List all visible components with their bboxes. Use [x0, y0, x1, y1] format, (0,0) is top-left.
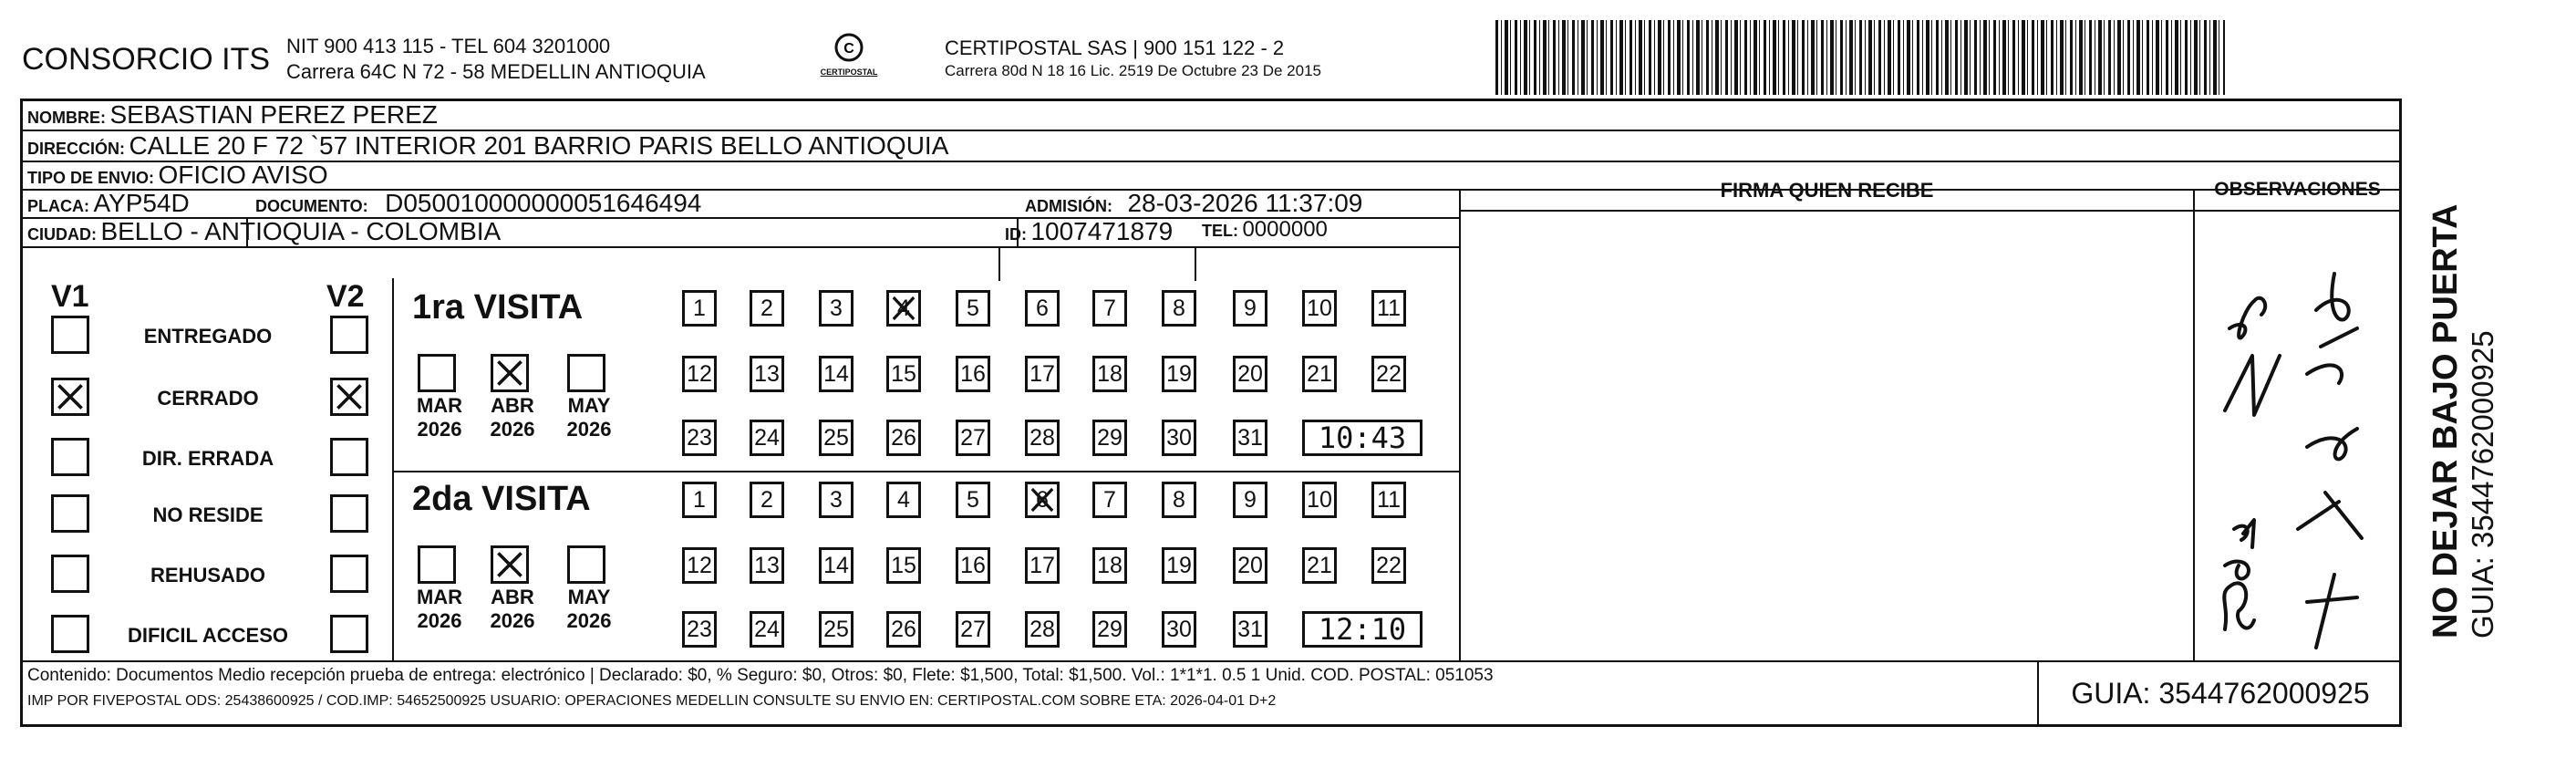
nombre-label: NOMBRE:: [27, 109, 106, 127]
direccion-label: DIRECCIÓN:: [27, 140, 125, 158]
v2-checkbox[interactable]: [330, 555, 368, 593]
v1-checkbox[interactable]: [51, 615, 89, 653]
day-box[interactable]: 5: [956, 290, 990, 327]
day-box[interactable]: 16: [956, 547, 990, 584]
id-cell: [1005, 217, 1173, 246]
day-box[interactable]: 18: [1092, 547, 1127, 584]
v2-label: V2: [326, 279, 365, 314]
day-box[interactable]: 29: [1092, 420, 1127, 456]
day-box[interactable]: 3: [819, 482, 853, 518]
placa-label: PLACA:: [27, 197, 89, 215]
tipo-row: [27, 161, 328, 190]
day-box[interactable]: 19: [1162, 547, 1196, 584]
carrier-address: Carrera 80d N 18 16 Lic. 2519 De Octubre 23 De 2015: [945, 62, 1321, 79]
side-warning: NO DEJAR BAJO PUERTA: [2426, 203, 2465, 638]
day-box[interactable]: 17: [1025, 547, 1060, 584]
month-checkbox[interactable]: [491, 354, 529, 392]
tel-label: TEL:: [1202, 222, 1238, 240]
footer-impresion: IMP POR FIVEPOSTAL ODS: 25438600925 / COD.IMP: 54652500925 USUARIO: OPERACIONES MEDELLIN CONSULTE SU ENVIO EN: CERTIPOSTAL.COM SOBRE ETA: 2026-04-01 D+2: [27, 693, 1277, 709]
svg-text:C: C: [843, 41, 854, 57]
v1-checkbox[interactable]: [51, 438, 89, 476]
direccion-row: [27, 131, 948, 161]
day-box[interactable]: 8: [1162, 290, 1196, 327]
status-option-label: ENTREGADO: [143, 325, 273, 348]
side-text: [2426, 204, 2500, 638]
footer-content: Contenido: Documentos Medio recepción prueba de entrega: electrónico | Declarado: $0, % Seguro: $0, Otros: $0, Flete: $1,500, Total: $1,500. Vol.: 1*1*1. 0.5 1 Unid. COD. POSTAL: 051053: [27, 666, 1494, 685]
status-option-label: DIFICIL ACCESO: [127, 624, 288, 647]
day-box[interactable]: 9: [1233, 482, 1267, 518]
tel-cell: [1202, 217, 1328, 243]
tipo-label: TIPO DE ENVIO:: [27, 169, 155, 187]
certipostal-logo: [808, 31, 890, 86]
month-checkbox[interactable]: [418, 354, 456, 392]
day-box[interactable]: 2: [750, 482, 784, 518]
carrier-name: CERTIPOSTAL SAS | 900 151 122 - 2: [945, 36, 1285, 59]
day-box[interactable]: 29: [1092, 611, 1127, 648]
certipostal-logo-icon: [808, 31, 890, 86]
day-box[interactable]: 1: [682, 482, 717, 518]
handwritten-observations: [2198, 219, 2398, 657]
day-box[interactable]: 30: [1162, 420, 1196, 456]
day-box[interactable]: 14: [819, 547, 853, 584]
day-box[interactable]: 6: [1025, 290, 1060, 327]
visit-title: 1ra VISITA: [412, 288, 584, 327]
v1-checkbox[interactable]: [51, 378, 89, 416]
day-box[interactable]: 9: [1233, 290, 1267, 327]
day-box[interactable]: 1: [682, 290, 717, 327]
day-box[interactable]: 4: [886, 482, 921, 518]
observaciones-header: OBSERVACIONES: [2214, 179, 2381, 200]
day-box[interactable]: 22: [1371, 547, 1406, 584]
month-name: ABR: [491, 394, 534, 417]
admision-label: ADMISIÓN:: [1025, 197, 1112, 215]
day-box[interactable]: 31: [1233, 611, 1267, 648]
month-year: 2026: [566, 418, 612, 441]
month-year: 2026: [566, 609, 612, 632]
documento-value: D050010000000051646494: [385, 189, 702, 217]
day-box[interactable]: 30: [1162, 611, 1196, 648]
month-label: [410, 586, 469, 633]
month-checkbox[interactable]: [491, 545, 529, 584]
status-option-label: DIR. ERRADA: [141, 447, 274, 470]
v2-checkbox[interactable]: [330, 494, 368, 533]
day-box[interactable]: 6: [1025, 482, 1060, 518]
day-box[interactable]: 2: [750, 290, 784, 327]
v1-checkbox[interactable]: [51, 316, 89, 354]
footer-guia: GUIA: 3544762000925: [2071, 677, 2370, 710]
direccion-value: CALLE 20 F 72 `57 INTERIOR 201 BARRIO PARIS BELLO ANTIOQUIA: [129, 131, 949, 160]
day-box[interactable]: 28: [1025, 420, 1060, 456]
side-guia: GUIA: 3544762000925: [2466, 330, 2499, 638]
v2-checkbox[interactable]: [330, 438, 368, 476]
ciudad-label: CIUDAD:: [27, 225, 97, 244]
placa-value: AYP54D: [93, 189, 190, 217]
month-label: [560, 586, 618, 633]
v1-checkbox[interactable]: [51, 555, 89, 593]
admision-value: 28-03-2026 11:37:09: [1127, 189, 1363, 217]
day-box[interactable]: 18: [1092, 356, 1127, 392]
id-label: ID:: [1005, 225, 1027, 244]
day-box[interactable]: 26: [886, 420, 921, 456]
month-label: [483, 586, 542, 633]
tipo-value: OFICIO AVISO: [158, 161, 328, 189]
month-name: ABR: [491, 586, 534, 608]
visit-time: 12:10: [1302, 611, 1422, 648]
day-box[interactable]: 14: [819, 356, 853, 392]
status-option-label: REHUSADO: [150, 564, 265, 586]
ciudad-cell: [27, 217, 501, 246]
company-name: CONSORCIO ITS: [22, 42, 271, 77]
month-year: 2026: [417, 418, 462, 441]
day-box[interactable]: 23: [682, 611, 717, 648]
v1-checkbox[interactable]: [51, 494, 89, 533]
id-value: 1007471879: [1030, 217, 1174, 245]
month-label: [560, 394, 618, 441]
nombre-row: [27, 100, 438, 130]
day-box[interactable]: 8: [1162, 482, 1196, 518]
documento-label: DOCUMENTO:: [255, 197, 368, 215]
month-checkbox[interactable]: [567, 545, 605, 584]
day-box[interactable]: 11: [1371, 290, 1406, 327]
visit-title: 2da VISITA: [412, 480, 591, 518]
day-box[interactable]: 13: [750, 547, 784, 584]
month-year: 2026: [417, 609, 462, 632]
v2-checkbox[interactable]: [330, 316, 368, 354]
month-label: [410, 394, 469, 441]
month-name: MAY: [567, 394, 611, 417]
day-box[interactable]: 26: [886, 611, 921, 648]
day-box[interactable]: 7: [1092, 290, 1127, 327]
day-box[interactable]: 15: [886, 547, 921, 584]
day-box[interactable]: 27: [956, 611, 990, 648]
month-label: [483, 394, 542, 441]
day-box[interactable]: 19: [1162, 356, 1196, 392]
day-box[interactable]: 15: [886, 356, 921, 392]
day-box[interactable]: 21: [1302, 356, 1337, 392]
month-year: 2026: [490, 418, 535, 441]
company-address: Carrera 64C N 72 - 58 MEDELLIN ANTIOQUIA: [286, 60, 706, 83]
tel-value: 0000000: [1242, 217, 1328, 242]
company-nit: NIT 900 413 115 - TEL 604 3201000: [286, 35, 611, 57]
documento-cell: [255, 189, 701, 218]
day-box[interactable]: 16: [956, 356, 990, 392]
day-box[interactable]: 10: [1302, 482, 1337, 518]
day-box[interactable]: 31: [1233, 420, 1267, 456]
day-box[interactable]: 12: [682, 356, 717, 392]
day-box[interactable]: 28: [1025, 611, 1060, 648]
month-name: MAR: [416, 394, 463, 417]
day-box[interactable]: 23: [682, 420, 717, 456]
nombre-value: SEBASTIAN PEREZ PEREZ: [109, 100, 438, 129]
day-box[interactable]: 13: [750, 356, 784, 392]
status-option-label: CERRADO: [157, 387, 259, 410]
v1-label: V1: [51, 279, 89, 314]
month-checkbox[interactable]: [567, 354, 605, 392]
day-box[interactable]: 20: [1233, 547, 1267, 584]
ciudad-value: BELLO - ANTIOQUIA - COLOMBIA: [100, 217, 502, 245]
barcode: [1495, 20, 2225, 95]
day-box[interactable]: 22: [1371, 356, 1406, 392]
day-box[interactable]: 20: [1233, 356, 1267, 392]
month-name: MAR: [416, 586, 463, 608]
month-name: MAY: [567, 586, 611, 608]
firma-header: FIRMA QUIEN RECIBE: [1720, 179, 1934, 202]
admision-cell: [1025, 189, 1362, 218]
day-box[interactable]: 12: [682, 547, 717, 584]
month-checkbox[interactable]: [418, 545, 456, 584]
v2-checkbox[interactable]: [330, 615, 368, 653]
day-box[interactable]: 11: [1371, 482, 1406, 518]
day-box[interactable]: 4: [886, 290, 921, 327]
day-box[interactable]: 10: [1302, 290, 1337, 327]
status-option-label: NO RESIDE: [152, 503, 264, 526]
day-box[interactable]: 17: [1025, 356, 1060, 392]
day-box[interactable]: 24: [750, 420, 784, 456]
day-box[interactable]: 27: [956, 420, 990, 456]
day-box[interactable]: 5: [956, 482, 990, 518]
day-box[interactable]: 3: [819, 290, 853, 327]
day-box[interactable]: 25: [819, 611, 853, 648]
day-box[interactable]: 24: [750, 611, 784, 648]
logo-text: CERTIPOSTAL: [820, 67, 878, 77]
day-box[interactable]: 25: [819, 420, 853, 456]
month-year: 2026: [490, 609, 535, 632]
placa-cell: [27, 189, 190, 218]
visit-time: 10:43: [1302, 420, 1422, 456]
v2-checkbox[interactable]: [330, 378, 368, 416]
day-box[interactable]: 21: [1302, 547, 1337, 584]
day-box[interactable]: 7: [1092, 482, 1127, 518]
